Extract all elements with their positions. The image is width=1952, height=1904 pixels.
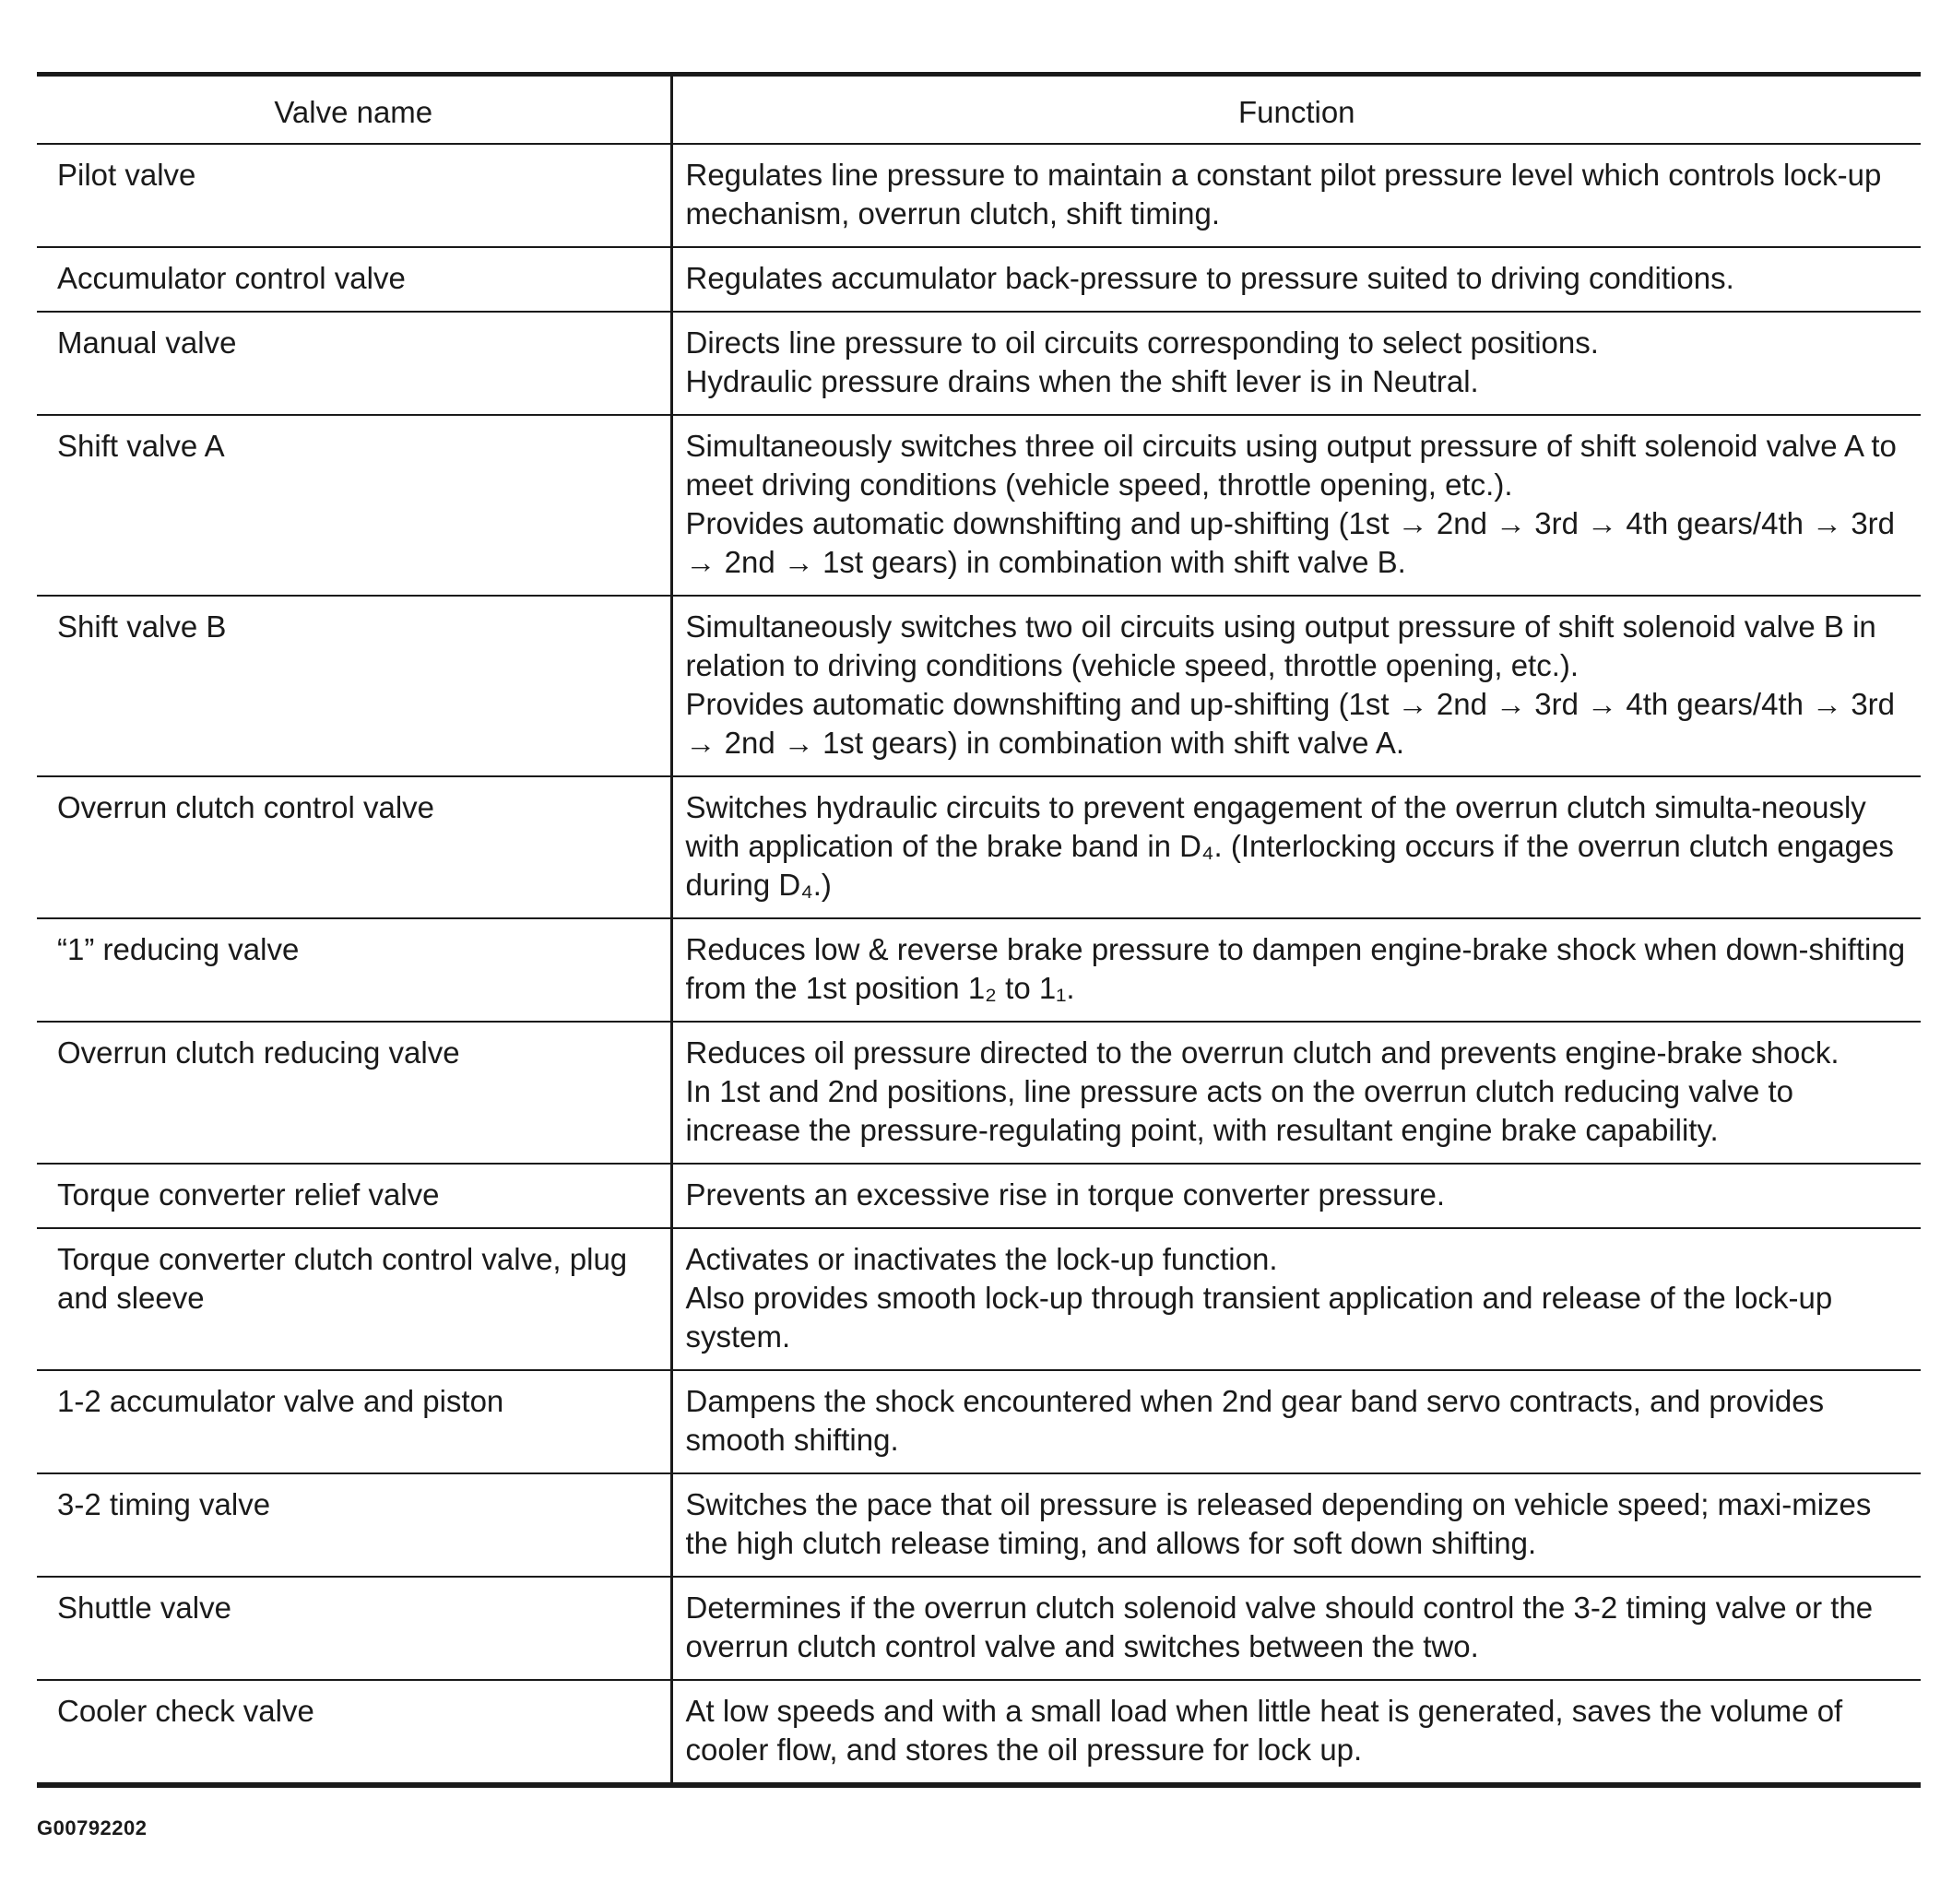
function-cell <box>671 1164 1921 1228</box>
function-cell <box>671 776 1921 918</box>
function-text: At low speeds and with a small load when little heat is generated, saves the volume of cooler flow, and stores the oil pressure for lock up. <box>685 1694 1851 1767</box>
function-text: Determines if the overrun clutch solenoid valve should control the 3-2 timing valve or the overrun clutch control valve and switches between the two. <box>685 1591 1882 1663</box>
function-text: In 1st and 2nd positions, line pressure acts on the overrun clutch reducing valve to increase the pressure-regulating point, with resultant engine brake capability. <box>685 1074 1803 1147</box>
function-cell <box>671 1680 1921 1785</box>
table-row <box>37 596 1921 776</box>
function-text: Reduces oil pressure directed to the overrun clutch and prevents engine-brake shock. <box>685 1035 1840 1070</box>
function-cell <box>671 144 1921 247</box>
valve-function-table <box>37 72 1921 1788</box>
function-text: Regulates accumulator back-pressure to pressure suited to driving conditions. <box>685 261 1734 295</box>
function-text: Prevents an excessive rise in torque converter pressure. <box>685 1177 1446 1212</box>
valve-name-header: Valve name <box>37 75 671 145</box>
function-header: Function <box>671 75 1921 145</box>
table-row <box>37 776 1921 918</box>
function-text: Simultaneously switches three oil circuits using output pressure of shift solenoid valve A to meet driving conditions (vehicle speed, throttle opening, etc.). <box>685 429 1906 502</box>
valve-function-sheet <box>37 72 1921 1788</box>
valve-name-cell: 3-2 timing valve <box>37 1473 671 1577</box>
function-cell <box>671 918 1921 1022</box>
valve-name-cell: Shuttle valve <box>37 1577 671 1680</box>
valve-name-cell: Pilot valve <box>37 144 671 247</box>
table-header-row <box>37 75 1921 145</box>
function-text: Activates or inactivates the lock-up function. <box>685 1242 1278 1276</box>
function-text: Directs line pressure to oil circuits corresponding to select positions. <box>685 325 1599 360</box>
table-row <box>37 918 1921 1022</box>
table-body <box>37 144 1921 1785</box>
function-text: Regulates line pressure to maintain a constant pilot pressure level which controls lock-up mechanism, overrun clutch, shift timing. <box>685 158 1890 231</box>
function-cell <box>671 312 1921 415</box>
valve-name-cell: Overrun clutch reducing valve <box>37 1022 671 1164</box>
valve-name-cell: Torque converter relief valve <box>37 1164 671 1228</box>
function-text: Provides automatic downshifting and up-shifting (1st → 2nd → 3rd → 4th gears/4th → 3rd → 2nd → 1st gears) in combination with shift valve A. <box>685 687 1904 760</box>
function-text: Switches the pace that oil pressure is released depending on vehicle speed; maxi-mizes the high clutch release timing, and allows for soft down shifting. <box>685 1487 1880 1560</box>
valve-name-cell: Shift valve A <box>37 415 671 596</box>
valve-name-cell: Manual valve <box>37 312 671 415</box>
table-row <box>37 1228 1921 1370</box>
function-text: Provides automatic downshifting and up-shifting (1st → 2nd → 3rd → 4th gears/4th → 3rd → 2nd → 1st gears) in combination with shift valve B. <box>685 506 1904 579</box>
table-row <box>37 144 1921 247</box>
valve-name-cell: Accumulator control valve <box>37 247 671 312</box>
function-cell <box>671 1022 1921 1164</box>
table-row <box>37 1022 1921 1164</box>
function-text: Hydraulic pressure drains when the shift lever is in Neutral. <box>685 364 1479 398</box>
valve-name-cell: 1-2 accumulator valve and piston <box>37 1370 671 1473</box>
function-cell <box>671 247 1921 312</box>
function-cell <box>671 1577 1921 1680</box>
function-cell <box>671 596 1921 776</box>
valve-name-cell: Overrun clutch control valve <box>37 776 671 918</box>
function-cell <box>671 1473 1921 1577</box>
function-text: Also provides smooth lock-up through transient application and release of the lock-up system. <box>685 1281 1841 1354</box>
function-text: Reduces low & reverse brake pressure to dampen engine-brake shock when down-shifting from the 1st position 1₂ to 1₁. <box>685 932 1914 1005</box>
table-row <box>37 1577 1921 1680</box>
table-row <box>37 247 1921 312</box>
function-cell <box>671 1228 1921 1370</box>
table-row <box>37 312 1921 415</box>
function-text: Switches hydraulic circuits to prevent engagement of the overrun clutch simulta-neously with application of the brake band in D₄. (Interlocking occurs if the overrun clutch engages during D₄.) <box>685 790 1903 902</box>
table-row <box>37 1164 1921 1228</box>
table-row <box>37 1680 1921 1785</box>
table-row <box>37 1473 1921 1577</box>
figure-id: G00792202 <box>37 1816 148 1839</box>
function-text: Dampens the shock encountered when 2nd gear band servo contracts, and provides smooth shifting. <box>685 1384 1833 1457</box>
function-cell <box>671 415 1921 596</box>
valve-name-cell: Shift valve B <box>37 596 671 776</box>
valve-name-cell: Torque converter clutch control valve, plug and sleeve <box>37 1228 671 1370</box>
table-row <box>37 415 1921 596</box>
valve-name-cell: Cooler check valve <box>37 1680 671 1785</box>
function-cell <box>671 1370 1921 1473</box>
table-row <box>37 1370 1921 1473</box>
valve-name-cell: “1” reducing valve <box>37 918 671 1022</box>
function-text: Simultaneously switches two oil circuits using output pressure of shift solenoid valve B in relation to driving conditions (vehicle speed, throttle opening, etc.). <box>685 609 1885 682</box>
